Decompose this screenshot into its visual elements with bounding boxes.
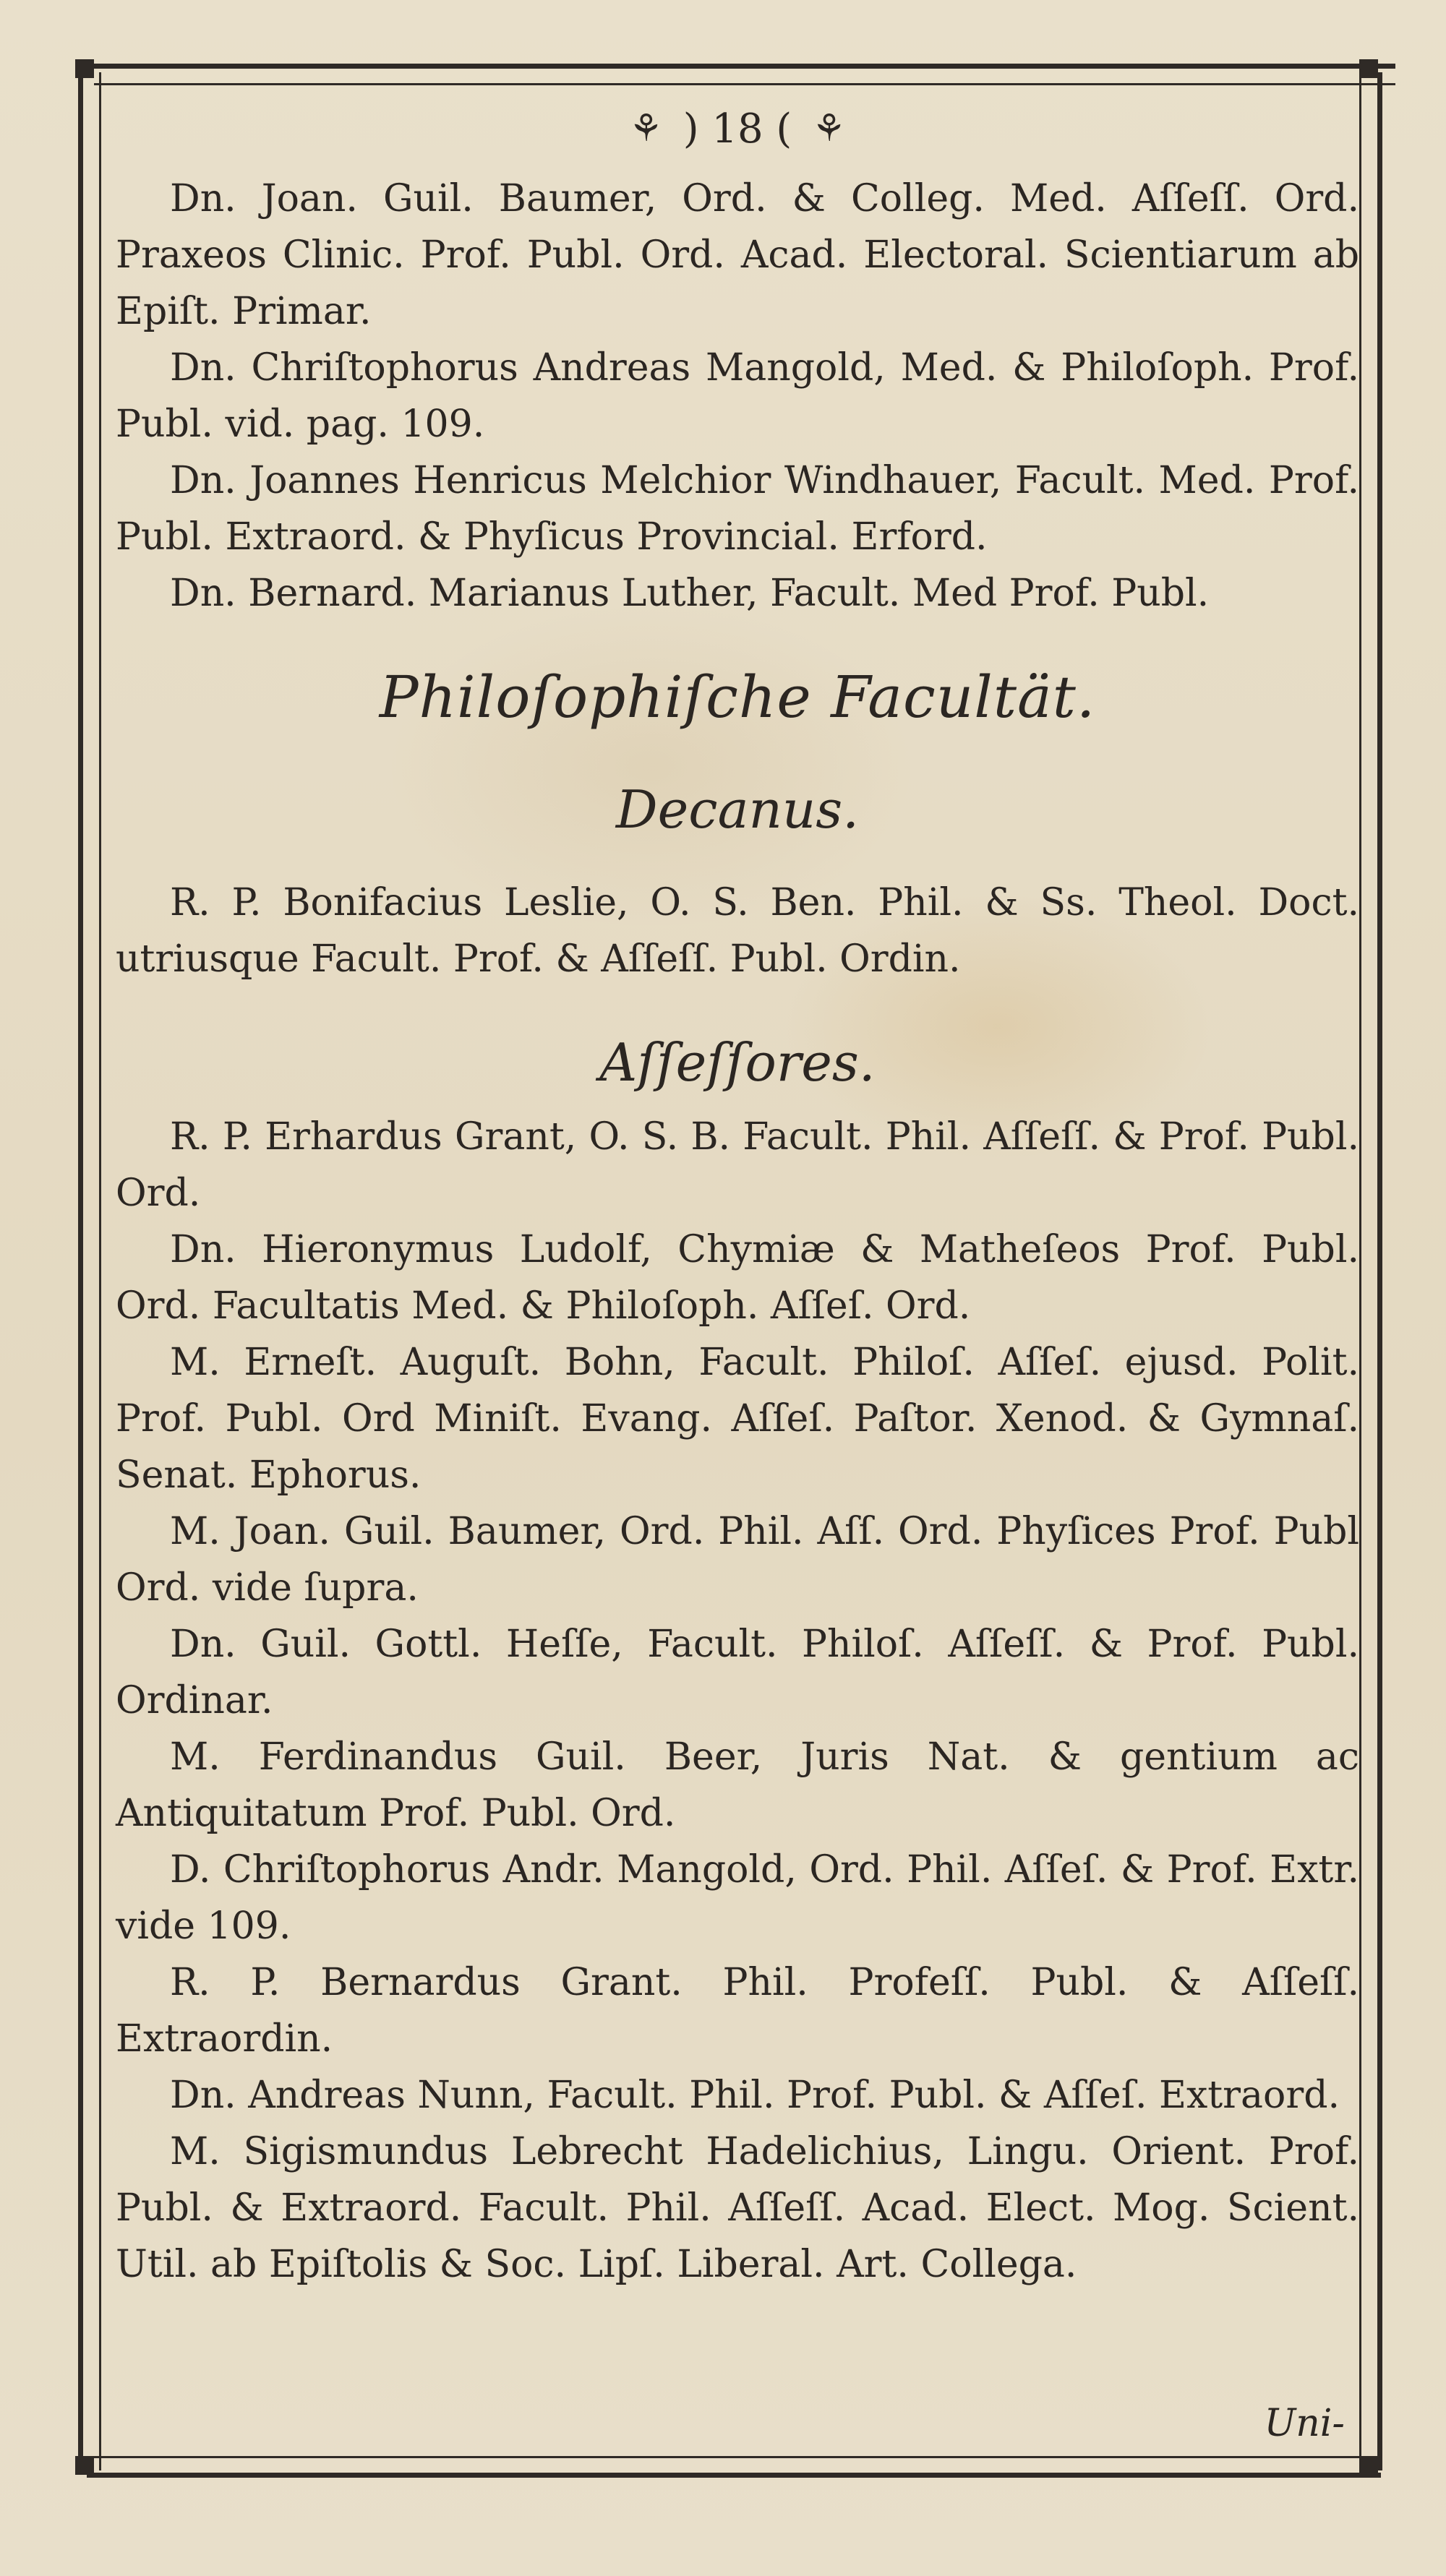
frame-corner [75,59,94,78]
list-item: Dn. Hieronymus Ludolf, Chymiæ & Matheſeos Prof. Publ. Ord. Facultatis Med. & Philoſoph. Aſſeſ. Ord. [116,1228,1359,1328]
list-item: Dn. Joan. Guil. Baumer, Ord. & Colleg. Med. Aſſeſſ. Ord. Praxeos Clinic. Prof. Publ. Ord. Acad. Electoral. Scientiarum ab Epiſt. Primar. [116,177,1359,333]
catchword: Uni- [1264,2402,1345,2445]
list-item: Dn. Guil. Gottl. Heſſe, Facult. Philoſ. Aſſeſſ. & Prof. Publ. Ordinar. [116,1623,1359,1722]
fleuron-left-icon: ⚘ [629,107,663,150]
frame-corner [1359,59,1378,78]
list-item: M. Sigismundus Lebrecht Hadelichius, Lingu. Orient. Prof. Publ. & Extraord. Facult. Phil. Aſſeſſ. Acad. Elect. Mog. Scient. Util. ab Epiſtolis & Soc. Lipſ. Liberal. Art. Collega. [116,2130,1359,2286]
medical-faculty-list [116,171,1359,622]
frame-top-rule [94,64,1395,85]
list-item: R. P. Erhardus Grant, O. S. B. Facult. Phil. Aſſeſſ. & Prof. Publ. Ord. [116,1115,1359,1215]
list-item: Dn. Bernard. Marianus Luther, Facult. Med Prof. Publ. [170,572,1210,615]
page-header [116,93,1359,165]
frame-corner [75,2456,94,2475]
list-item: M. Ferdinandus Guil. Beer, Juris Nat. & gentium ac Antiquitatum Prof. Publ. Ord. [116,1735,1359,1835]
list-item: M. Erneſt. Auguſt. Bohn, Facult. Philoſ. Aſſeſ. ejusd. Polit. Prof. Publ. Ord Miniſt. Evang. Aſſeſ. Paſtor. Xenod. & Gymnaſ. Senat. Ephorus. [116,1341,1359,1497]
frame-left-rule [78,72,101,2470]
decanus-section [116,875,1359,987]
list-item: D. Chriſtophorus Andr. Mangold, Ord. Phil. Aſſeſ. & Prof. Extr. vide 109. [116,1848,1359,1948]
page-number: ) 18 ( [683,105,792,153]
list-item: R. P. Bernardus Grant. Phil. Profeſſ. Publ. & Aſſeſſ. Extraordin. [116,1961,1359,2061]
list-item: Dn. Andreas Nunn, Facult. Phil. Prof. Publ. & Aſſeſ. Extraord. [170,2074,1340,2117]
frame-right-rule [1359,72,1382,2470]
decanus-entry: R. P. Bonifacius Leslie, O. S. Ben. Phil. & Ss. Theol. Doct. utriusque Facult. Prof. & Aſſeſſ. Publ. Ordin. [116,881,1359,981]
list-item: Dn. Chriſtophorus Andreas Mangold, Med. & Philoſoph. Prof. Publ. vid. pag. 109. [116,346,1359,446]
faculty-heading: Philoſophiſche Facultät. [379,664,1096,731]
list-item: M. Joan. Guil. Baumer, Ord. Phil. Aſſ. Ord. Phyſices Prof. Publ Ord. vide ſupra. [116,1510,1359,1610]
fleuron-right-icon: ⚘ [812,107,846,150]
assessores-heading: Aſſeſſores. [599,1032,876,1093]
frame-bottom-rule [87,2456,1381,2478]
decanus-heading: Decanus. [615,779,860,840]
list-item: Dn. Joannes Henricus Melchior Windhauer, Facult. Med. Prof. Publ. Extraord. & Phyſicus Provincial. Erford. [116,459,1359,559]
frame-corner [1359,2456,1378,2475]
assessores-list [116,1109,1359,2293]
